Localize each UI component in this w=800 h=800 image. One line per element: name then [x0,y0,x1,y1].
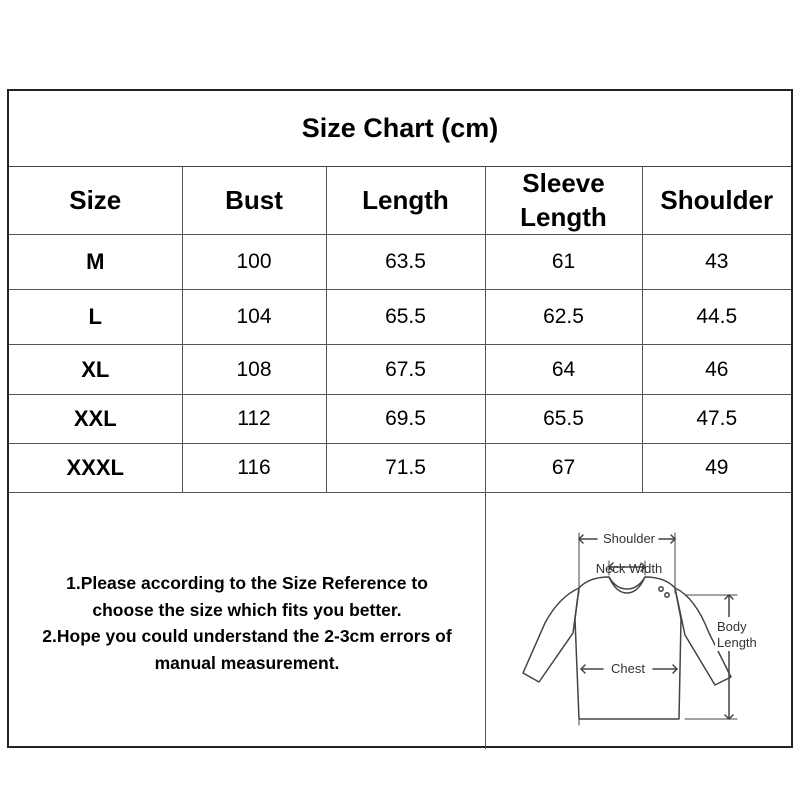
note-line: manual measurement. [154,652,340,673]
bottom-section [9,492,791,749]
header-length: Length [326,166,485,235]
measurement-diagram [485,493,791,749]
note-line: 2.Hope you could understand the 2-3cm errors of [42,626,452,646]
sleeve-cell: 64 [485,345,642,395]
shoulder-cell: 49 [642,444,791,493]
notes-panel [9,493,486,749]
header-shoulder: Shoulder [642,166,791,235]
neck-width-label: Neck Width [595,561,663,576]
note-line: choose the size which fits you better. [92,599,402,620]
body-length-label-line2: Length [717,635,757,650]
size-cell: XXL [9,395,182,444]
sweater-left-sleeve [523,588,579,682]
table-row [9,235,791,290]
table-row [9,290,791,345]
header-sleeve-length [485,166,642,235]
body-length-label-line1: Body [717,619,747,634]
chest-label: Chest [611,661,645,676]
shoulder-cell: 47.5 [642,395,791,444]
table-row [9,345,791,395]
length-cell: 63.5 [326,235,485,290]
length-cell: 71.5 [326,444,485,493]
header-bust: Bust [182,166,326,235]
length-cell: 67.5 [326,345,485,395]
sweater-body [575,577,681,719]
bust-cell: 104 [182,290,326,345]
shoulder-label: Shoulder [602,531,656,546]
size-chart [7,89,793,748]
shoulder-cell: 43 [642,235,791,290]
length-cell: 69.5 [326,395,485,444]
size-cell: XL [9,345,182,395]
sleeve-cell: 67 [485,444,642,493]
size-cell: M [9,235,182,290]
length-cell: 65.5 [326,290,485,345]
sleeve-cell: 65.5 [485,395,642,444]
table-row [9,444,791,493]
shoulder-cell: 46 [642,345,791,395]
sleeve-cell: 61 [485,235,642,290]
table-header-row [9,166,791,235]
table-row [9,395,791,444]
size-cell: L [9,290,182,345]
bust-cell: 112 [182,395,326,444]
sweater-measurement-icon [485,493,791,749]
shoulder-cell: 44.5 [642,290,791,345]
notes-text [42,566,451,676]
sleeve-cell: 62.5 [485,290,642,345]
chart-title: Size Chart (cm) [9,91,791,167]
size-cell: XXXL [9,444,182,493]
bust-cell: 100 [182,235,326,290]
header-sleeve-line2: Length [520,202,607,232]
bust-cell: 116 [182,444,326,493]
size-table [9,166,791,493]
note-line: 1.Please according to the Size Reference to [66,573,428,593]
header-size: Size [9,166,182,235]
bust-cell: 108 [182,345,326,395]
sweater-neck [609,577,645,593]
header-sleeve-line1: Sleeve [522,168,605,198]
